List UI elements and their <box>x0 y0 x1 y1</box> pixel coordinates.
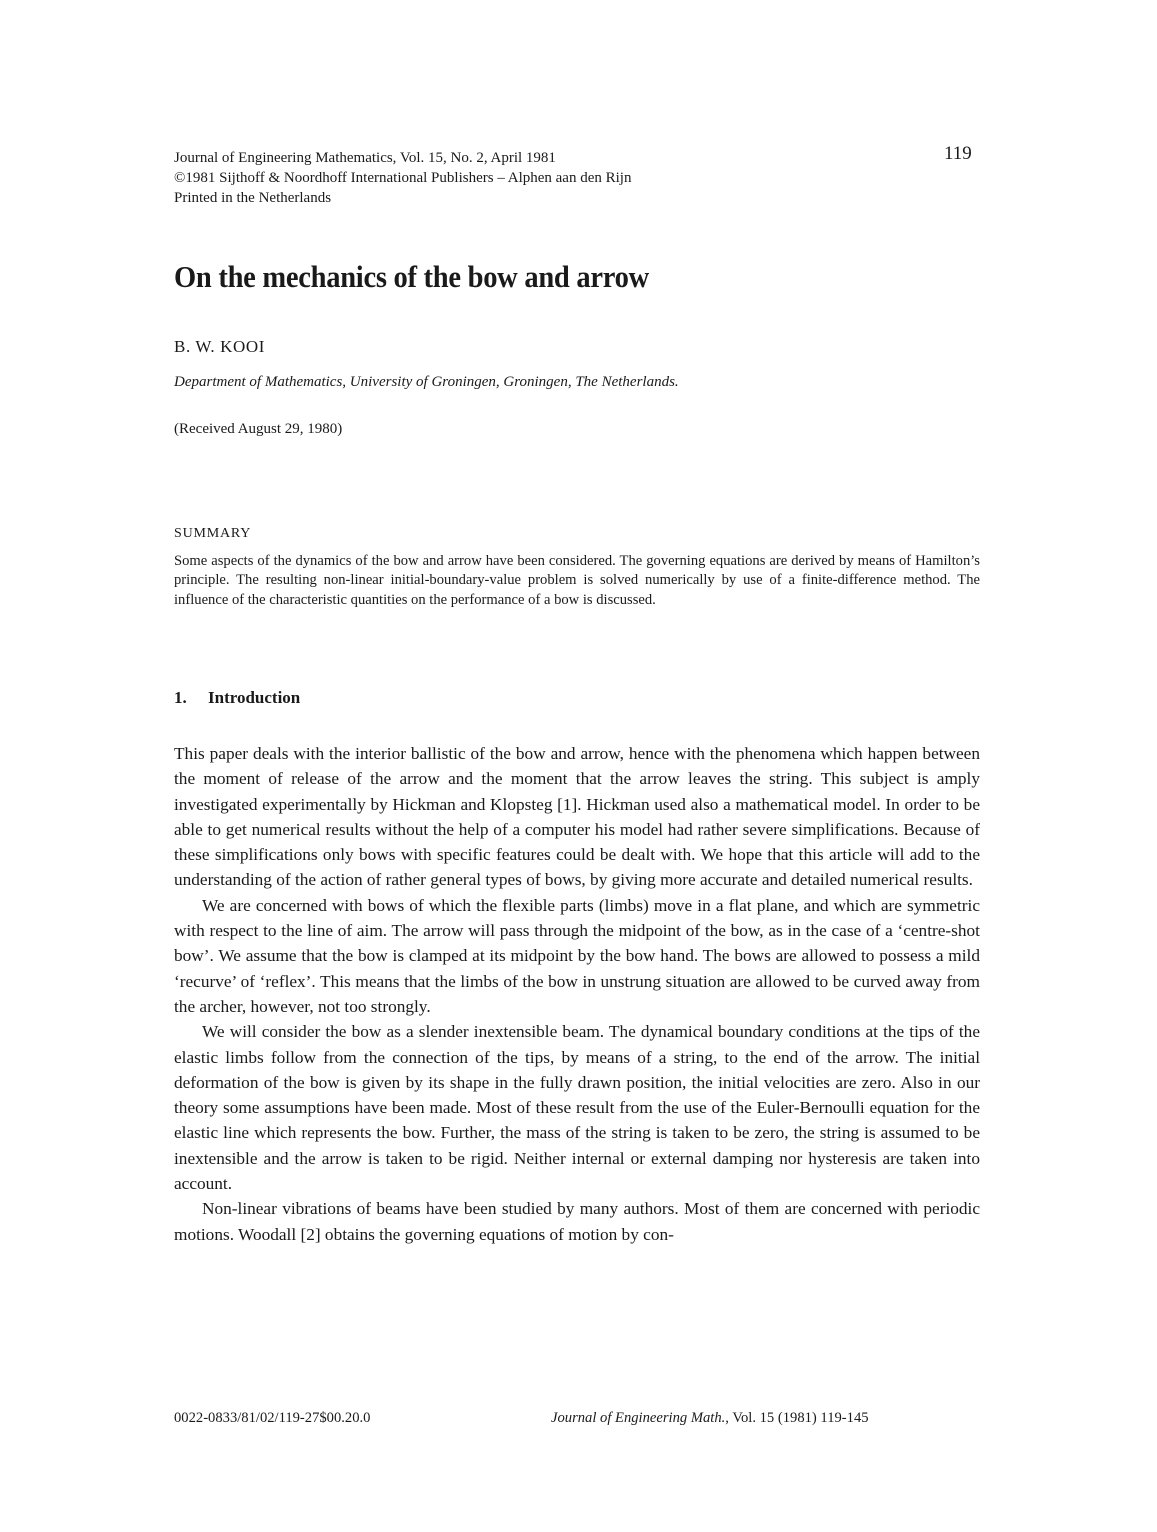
section-body <box>174 741 980 1247</box>
author-affiliation: Department of Mathematics, University of Groningen, Groningen, The Netherlands. <box>174 374 679 390</box>
footer-code: 0022-0833/81/02/119-27$00.20.0 <box>174 1410 371 1426</box>
section-heading <box>174 688 300 708</box>
summary-heading: SUMMARY <box>174 526 252 541</box>
footer-volume: , Vol. 15 (1981) 119-145 <box>725 1410 869 1426</box>
journal-header <box>174 148 631 208</box>
header-line-journal: Journal of Engineering Mathematics, Vol. 15, No. 2, April 1981 <box>174 150 556 166</box>
summary-text: Some aspects of the dynamics of the bow and arrow have been considered. The governing equations are derived by means of Hamilton’s principle. The resulting non-linear initial-boundary-value problem is solved numerically by use of a finite-difference method. The influence of the characteristic quantities on the performance of a bow is discussed. <box>174 553 980 608</box>
header-line-copyright: ©1981 Sijthoff & Noordhoff International Publishers – Alphen aan den Rijn <box>174 170 632 186</box>
section-title: Introduction <box>208 688 301 707</box>
paragraph: Non-linear vibrations of beams have been studied by many authors. Most of them are concerned with periodic motions. Woodall [2] obtains the governing equations of motion by con- <box>174 1199 980 1244</box>
paragraph: We are concerned with bows of which the flexible parts (limbs) move in a flat plane, and which are symmetric with respect to the line of aim. The arrow will pass through the midpoint of the bow, as in the case of a ‘centre-shot bow’. We assume that the bow is clamped at its midpoint by the bow hand. The bows are allowed to possess a mild ‘recurve’ of ‘reflex’. This means that the limbs of the bow in unstrung situation are allowed to be curved away from the archer, however, not too strongly. <box>174 895 980 1016</box>
footer-journal-name: Journal of Engineering Math. <box>551 1410 726 1426</box>
received-date: (Received August 29, 1980) <box>174 421 343 437</box>
paper-title: On the mechanics of the bow and arrow <box>174 259 649 294</box>
footer-citation <box>551 1410 869 1427</box>
page-number: 119 <box>944 143 972 164</box>
header-line-printed: Printed in the Netherlands <box>174 190 332 206</box>
author-name: B. W. KOOI <box>174 337 266 356</box>
paragraph: This paper deals with the interior ballistic of the bow and arrow, hence with the phenomena which happen between the moment of release of the arrow and the moment that the arrow leaves the string. This subject is amply investigated experimentally by Hickman and Klopsteg [1]. Hickman used also a mathematical model. In order to be able to get numerical results without the help of a computer his model had rather severe simplifications. Because of these simplifications only bows with specific features could be dealt with. We hope that this article will add to the understanding of the action of rather general types of bows, by giving more accurate and detailed numerical results. <box>174 744 980 890</box>
section-number: 1. <box>174 688 187 707</box>
paragraph: We will consider the bow as a slender inextensible beam. The dynamical boundary conditions at the tips of the elastic limbs follow from the connection of the tips, by means of a string, to the end of the arrow. The initial deformation of the bow is given by its shape in the fully drawn position, the initial velocities are zero. Also in our theory some assumptions have been made. Most of these result from the use of the Euler-Bernoulli equation for the elastic line which represents the bow. Further, the mass of the string is taken to be zero, the string is assumed to be inextensible and the arrow is taken to be rigid. Neither internal or external damping nor hysteresis are taken into account. <box>174 1022 980 1194</box>
